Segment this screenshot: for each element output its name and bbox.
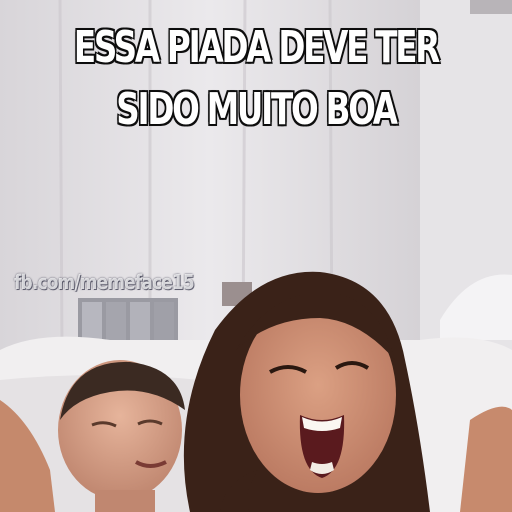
- watermark: fb.com/memeface15: [14, 270, 194, 294]
- caption-second-line: SIDO MUITO BOA: [116, 84, 396, 135]
- ceiling-fixture: [470, 0, 512, 14]
- caption-top-line: ESSA PIADA DEVE TER: [73, 22, 439, 73]
